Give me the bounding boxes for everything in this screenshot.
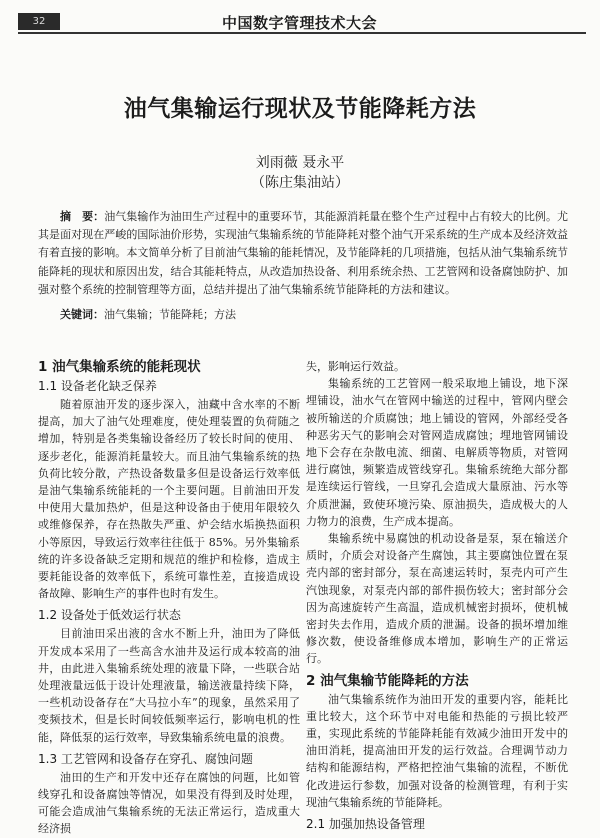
keywords <box>60 306 236 322</box>
right-column <box>306 358 568 834</box>
section-1-2-heading: 1.2 设备处于低效运行状态 <box>38 608 181 623</box>
section-1-heading: 1 油气集输系统的能耗现状 <box>38 359 201 375</box>
abstract-paragraph <box>38 208 568 299</box>
paragraph: 集输系统的工艺管网一般采取地上铺设，地下深埋铺设，油水气在管网中输送的过程中，管网内壁会被所输送的介质腐蚀；地上铺设的管网，外部经受各种恶劣天气的影响会对管网造成腐蚀；埋地管网铺设地下会存在杂散电流、细菌、电解质等物质，对管网进行腐蚀，频繁造成管线穿孔。集输系统绝大部分都是连续运行管线，一旦穿孔会造成大量原油、污水等介质泄漏，致使环境污染、原油损失，造成极大的人力物力的浪费，生产成本提高。 <box>306 377 568 528</box>
section-1-3-heading: 1.3 工艺管网和设备存在穿孔、腐蚀问题 <box>38 751 253 766</box>
keywords-text: 油气集输；节能降耗；方法 <box>104 308 236 321</box>
journal-title: 中国数字管理技术大会 <box>222 14 378 32</box>
abstract <box>38 208 568 299</box>
paragraph: 集输系统中易腐蚀的机动设备是泵，泵在输送介质时，介质会对设备产生腐蚀，其主要腐蚀位置在泵壳内部的密封部分，泵在高速运转时，泵壳内可产生汽蚀现象，对泵壳内部的部件损伤较大；密封部分会因为高速旋转产生高温，造成机械密封损坏，使机械密封失去作用，造成介质的泄漏。设备的损坏增加维修次数，使设备维修成本增加，影响生产的正常运行。 <box>306 532 568 666</box>
header-rule <box>18 32 586 34</box>
left-column <box>38 358 300 838</box>
section-1-1-heading: 1.1 设备老化缺乏保养 <box>38 379 157 393</box>
paragraph: 随着原油开发的逐步深入，油藏中含水率的不断提高，加大了油气处理难度，使处理装置的负荷随之增加，特别是各类集输设备经历了较长时间的使用、逐步老化，能源消耗量较大。而且油气集输系统的热负荷比较分散，产热设备数量多但是设备运行效率低是油气集输系统能耗的一个主要问题。目前油田开发中使用大量加热炉，但是这种设备由于使用年限较久或维修保养，存在热散失严重、炉会结水垢换热面积小等原因，导致运行效率往往低于 85%。另外集输系统的许多设备缺乏定期和规范的维护和检修，造成主要耗能设备的效率低下，系统可靠性差，直接造成设备故障、影响生产的事件也时有发生。 <box>38 398 300 601</box>
paragraph-continued: 失，影响运行效益。 <box>306 360 405 373</box>
paragraph: 目前油田采出液的含水不断上升，油田为了降低开发成本采用了一些高含水油井及运行成本较高的油井，由此进入集输系统处理的液量下降，一些联合站处理液量远低于设计处理液量，输送液量持续下降，一些机动设备存在“大马拉小车”的现象，虽然采用了变频技术，但是长时间较低频率运行，影响电机的性能，降低泵的运行效率，导致集输系统电量的浪费。 <box>38 627 300 744</box>
paragraph: 油气集输系统作为油田开发的重要内容，能耗比重比较大，这个环节中对电能和热能的亏损比较严重，实现此系统的节能降耗能有效减少油田开发中的油田消耗，提高油田开发的运行效益。合理调节动力结构和能源结构，严格把控油气集输的流程，不断优化改进运行参数，加强对设备的检测管理，有利于实现油气集输系统的节能降耗。 <box>306 692 568 809</box>
paper-title: 油气集输运行现状及节能降耗方法 <box>123 96 477 122</box>
section-2-1-heading: 2.1 加强加热设备管理 <box>306 817 425 832</box>
abstract-text: 油气集输作为油田生产过程中的重要环节，其能源消耗量在整个生产过程中占有较大的比例。尤其是面对现在严峻的国际油价形势，实现油气集输系统的节能降耗对整个油气开采系统的生产成本及经济效益有着直接的影响。本文简单分析了目前油气集输的能耗情况，及节能降耗的几项措施，包括从油气集输系统节能降耗的现状和原因出发，结合其能耗特点，从改造加热设备、利用系统余热、工艺管网和设备腐蚀防护、加强对整个系统的控制管理等方面，总结并提出了油气集输系统节能降耗的方法和建议。 <box>38 210 569 296</box>
authors: 刘雨薇 聂永平 <box>255 155 345 171</box>
page-number: 32 <box>18 13 60 30</box>
keywords-label: 关键词： <box>60 308 104 321</box>
section-2-heading: 2 油气集输节能降耗的方法 <box>306 672 469 689</box>
paragraph: 油田的生产和开发中还存在腐蚀的问题，比如管线穿孔和设备腐蚀等情况，如果没有得到及时处理，可能会造成油气集输系统的无法正常运行，造成重大经济损 <box>38 770 300 836</box>
affiliation: （陈庄集油站） <box>251 175 349 191</box>
abstract-label: 摘 要： <box>60 210 105 223</box>
